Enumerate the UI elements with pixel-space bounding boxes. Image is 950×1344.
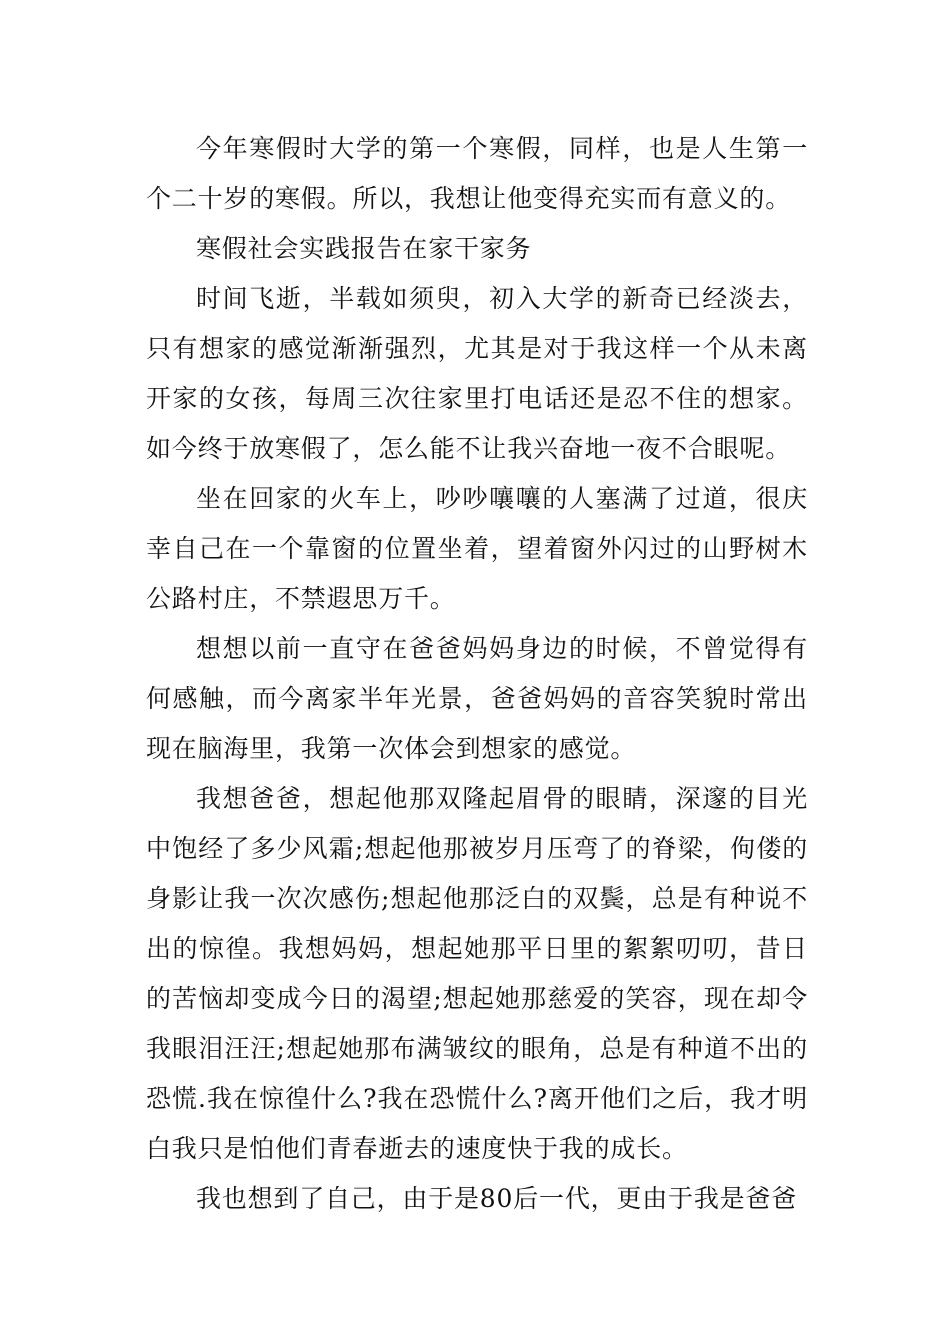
paragraph-self-reflection: 我也想到了自己，由于是80后一代，更由于我是爸爸: [196, 1184, 798, 1213]
paragraph-train-ride: 坐在回家的火车上，吵吵嚷嚷的人塞满了过道，很庆幸自己在一个靠窗的位置坐着，望着窗外闪过的山野树木公路村庄，不禁遐思万千。: [146, 484, 808, 613]
paragraph-homesick: 时间飞逝，半载如须臾，初入大学的新奇已经淡去，只有想家的感觉渐渐强烈，尤其是对于我这样一个从未离开家的女孩，每周三次往家里打电话还是忍不住的想家。如今终于放寒假了，怎么能不让我兴奋地一夜不合眼呢。: [146, 284, 808, 463]
paragraph-winter-break-intro: 今年寒假时大学的第一个寒假，同样，也是人生第一个二十岁的寒假。所以，我想让他变得充实而有意义的。: [146, 134, 808, 213]
section-heading: 寒假社会实践报告在家干家务: [196, 234, 532, 263]
paragraph-father-mother: 我想爸爸，想起他那双隆起眉骨的眼睛，深邃的目光中饱经了多少风霜;想起他那被岁月压弯了的脊梁，佝偻的身影让我一次次感伤;想起他那泛白的双鬓，总是有种说不出的惊徨。我想妈妈，想起她那平日里的絮絮叨叨，昔日的苦恼却变成今日的渴望;想起她那慈爱的笑容，现在却令我眼泪汪汪;想起她那布满皱纹的眼角，总是有种道不出的恐慌.我在惊徨什么?我在恐慌什么?离开他们之后，我才明白我只是怕他们青春逝去的速度快于我的成长。: [146, 784, 808, 1163]
paragraph-missing-parents: 想想以前一直守在爸爸妈妈身边的时候，不曾觉得有何感触，而今离家半年光景，爸爸妈妈的音容笑貌时常出现在脑海里，我第一次体会到想家的感觉。: [146, 634, 808, 763]
document-body: [146, 124, 808, 1224]
